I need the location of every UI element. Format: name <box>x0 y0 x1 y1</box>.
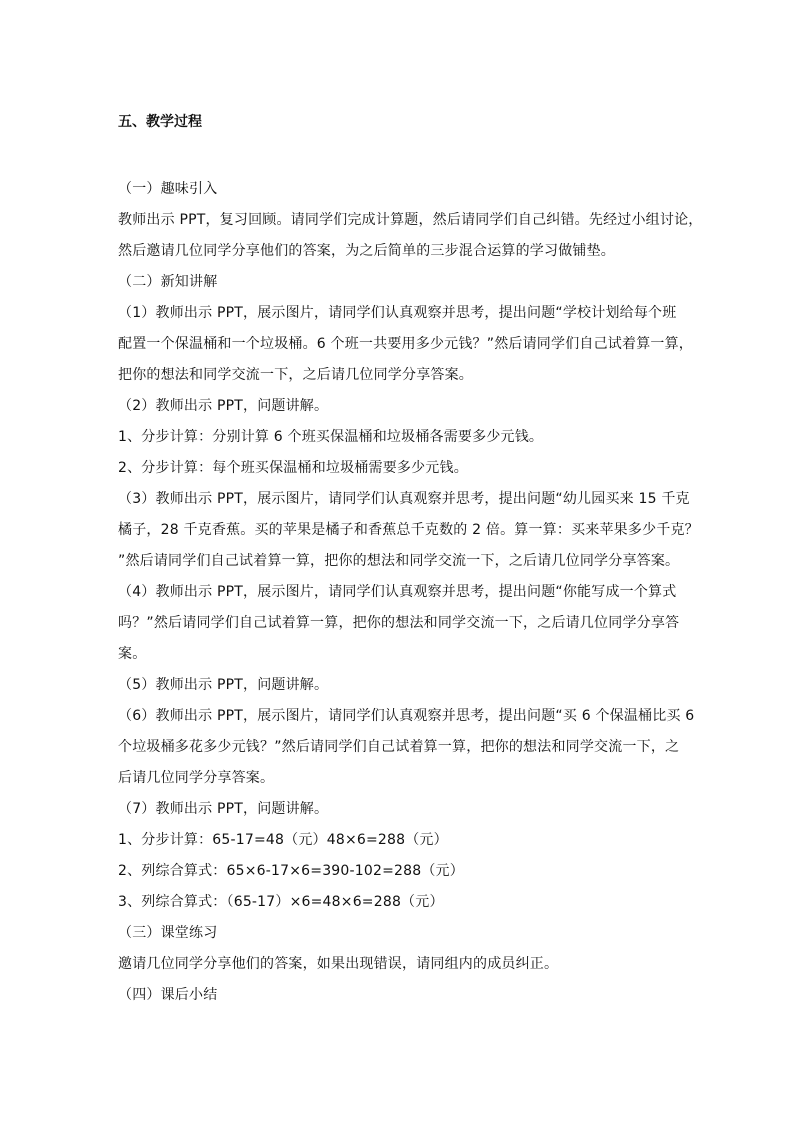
paragraph-line: （1）教师出示 PPT，展示图片，请同学们认真观察并思考，提出问题“学校计划给每个班 <box>118 305 677 321</box>
paragraph-line: 把你的想法和同学交流一下，之后请几位同学分享答案。 <box>118 367 473 383</box>
paragraph-line: 教师出示 PPT，复习回顾。请同学们完成计算题，然后请同学们自己纠错。先经过小组讨论， <box>118 212 703 228</box>
list-item: 2、分步计算：每个班买保温桶和垃圾桶需要多少元钱。 <box>118 460 468 476</box>
subsection-heading-practice: （三）课堂练习 <box>118 925 218 941</box>
paragraph-line: 案。 <box>118 646 147 662</box>
paragraph-line: 个垃圾桶多花多少元钱？”然后请同学们自己试着算一算，把你的想法和同学交流一下，之 <box>118 739 680 755</box>
paragraph-line: 吗？”然后请同学们自己试着算一算，把你的想法和同学交流一下，之后请几位同学分享答 <box>118 615 680 631</box>
paragraph-line: 邀请几位同学分享他们的答案，如果出现错误，请同组内的成员纠正。 <box>118 956 559 972</box>
paragraph-line: （7）教师出示 PPT，问题讲解。 <box>118 801 329 817</box>
subsection-heading-summary: （四）课后小结 <box>118 987 218 1003</box>
paragraph-line: ”然后请同学们自己试着算一算，把你的想法和同学交流一下，之后请几位同学分享答案。 <box>118 553 680 569</box>
paragraph-line: （6）教师出示 PPT，展示图片，请同学们认真观察并思考，提出问题“买 6 个保温桶比买 6 <box>118 708 695 724</box>
paragraph-line: 后请几位同学分享答案。 <box>118 770 275 786</box>
paragraph-line: （4）教师出示 PPT，展示图片，请同学们认真观察并思考，提出问题“你能写成一个算式 <box>118 584 677 600</box>
paragraph-line: （2）教师出示 PPT，问题讲解。 <box>118 398 329 414</box>
paragraph-line: 配置一个保温桶和一个垃圾桶。6 个班一共要用多少元钱？”然后请同学们自己试着算一算， <box>118 336 694 352</box>
list-item: 2、列综合算式：65×6-17×6=390-102=288（元） <box>118 863 464 879</box>
list-item: 3、列综合算式：（65-17）×6=48×6=288（元） <box>118 894 444 910</box>
subsection-heading-new-knowledge: （二）新知讲解 <box>118 274 218 290</box>
paragraph-line: 然后邀请几位同学分享他们的答案，为之后简单的三步混合运算的学习做铺垫。 <box>118 243 615 259</box>
paragraph-line: （5）教师出示 PPT，问题讲解。 <box>118 677 329 693</box>
paragraph-line: （3）教师出示 PPT，展示图片，请同学们认真观察并思考，提出问题“幼儿园买来 15 千克 <box>118 491 690 507</box>
list-item: 1、分步计算：65-17=48（元）48×6=288（元） <box>118 832 448 848</box>
list-item: 1、分步计算：分别计算 6 个班买保温桶和垃圾桶各需要多少元钱。 <box>118 429 544 445</box>
section-title: 五、教学过程 <box>118 114 202 130</box>
teaching-process-body <box>118 174 703 1011</box>
subsection-heading-intro: （一）趣味引入 <box>118 181 218 197</box>
paragraph-line: 橘子，28 千克香蕉。买的苹果是橘子和香蕉总千克数的 2 倍。算一算：买来苹果多少千克？ <box>118 522 699 538</box>
